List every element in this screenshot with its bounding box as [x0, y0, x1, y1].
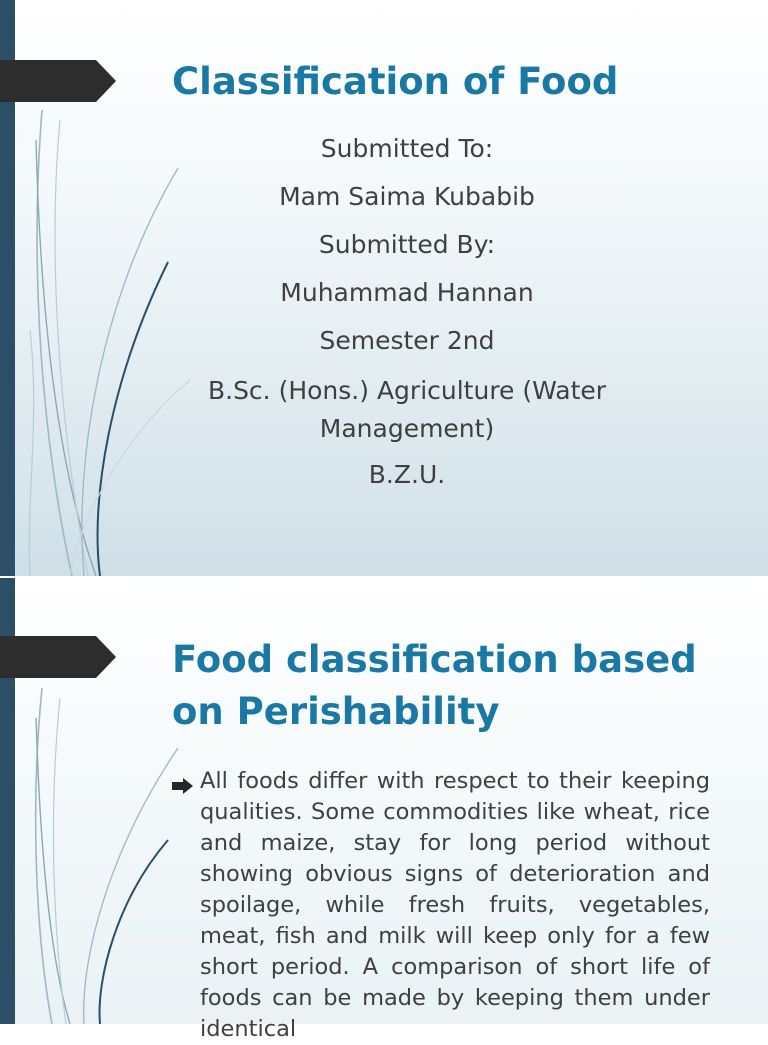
university-text: B.Z.U.	[368, 460, 446, 489]
submitted-by-name: Muhammad Hannan	[280, 278, 534, 307]
slide-title: Food classification based on Perishability	[172, 638, 697, 733]
degree-text: B.Sc. (Hons.) Agriculture (Water Management)	[207, 376, 607, 443]
bullet-text: All foods differ with respect to their keeping qualities. Some commodities like wheat, rice and maize, stay for long period without showing obvious signs of deterioration and spoilage, while fresh fruits, vegetables, meat, fish and milk will keep only for a few short period. A comparison of short life of foods can be made by keeping them under identical	[200, 768, 710, 1042]
submitted-to-name: Mam Saima Kubabib	[279, 182, 535, 211]
submission-details	[176, 132, 638, 506]
slide-2	[0, 578, 768, 1042]
arrow-bullet-icon	[172, 772, 194, 788]
slide-title: Classification of Food	[172, 60, 619, 103]
bullet-list	[172, 766, 710, 1045]
submitted-to-label: Submitted To:	[320, 134, 494, 163]
submitted-by-label: Submitted By:	[318, 230, 496, 259]
arrow-tag-icon	[0, 636, 116, 678]
semester-text: Semester 2nd	[319, 326, 495, 355]
arrow-tag-icon	[0, 60, 116, 102]
